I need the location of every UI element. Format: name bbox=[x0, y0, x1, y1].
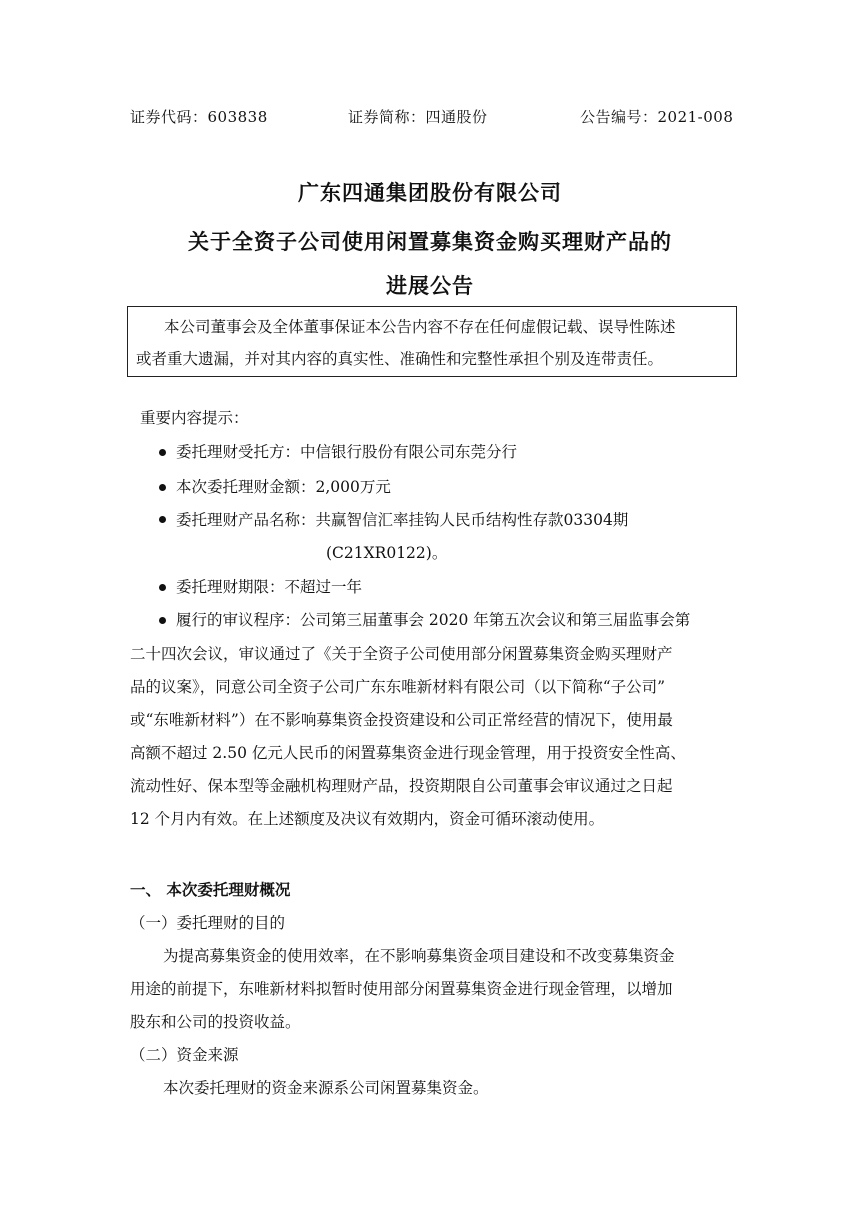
procedure-line: 12 个月内有效。在上述额度及决议有效期内，资金可循环滚动使用。 bbox=[130, 810, 605, 828]
paragraph-line: 用途的前提下，东唯新材料拟暂时使用部分闲置募集资金进行现金管理，以增加 bbox=[130, 980, 673, 998]
procedure-line: 履行的审议程序：公司第三届董事会 2020 年第五次会议和第三届监事会第 bbox=[176, 611, 691, 629]
bullet-icon bbox=[159, 516, 166, 523]
bullet-icon bbox=[159, 449, 166, 456]
highlight-amount: 本次委托理财金额：2,000万元 bbox=[176, 478, 391, 496]
paragraph-line: 股东和公司的投资收益。 bbox=[130, 1013, 301, 1031]
procedure-line: 高额不超过 2.50 亿元人民币的闲置募集资金进行现金管理，用于投资安全性高、 bbox=[130, 744, 686, 762]
procedure-line: 二十四次会议，审议通过了《关于全资子公司使用部分闲置募集资金购买理财产 bbox=[130, 645, 673, 663]
announcement-title: 关于全资子公司使用闲置募集资金购买理财产品的 bbox=[188, 229, 672, 254]
announcement-title-cont: 进展公告 bbox=[386, 273, 474, 298]
board-statement-box bbox=[127, 306, 737, 377]
bullet-icon bbox=[159, 617, 166, 624]
paragraph-line: 为提高募集资金的使用效率，在不影响募集资金项目建设和不改变募集资金 bbox=[163, 947, 675, 965]
subsection-heading: （二）资金来源 bbox=[130, 1046, 239, 1064]
bullet-icon bbox=[159, 584, 166, 591]
stock-short-name: 证券简称：四通股份 bbox=[348, 108, 488, 126]
procedure-line: 品的议案》，同意公司全资子公司广东东唯新材料有限公司（以下简称“子公司” bbox=[130, 678, 666, 696]
notice-number: 公告编号：2021-008 bbox=[580, 108, 734, 126]
procedure-line: 流动性好、保本型等金融机构理财产品，投资期限自公司董事会审议通过之日起 bbox=[130, 777, 673, 795]
highlight-trustee: 委托理财受托方：中信银行股份有限公司东莞分行 bbox=[176, 443, 518, 461]
paragraph-line: 本次委托理财的资金来源系公司闲置募集资金。 bbox=[163, 1079, 489, 1097]
subsection-heading: （一）委托理财的目的 bbox=[130, 914, 286, 932]
highlights-heading: 重要内容提示： bbox=[140, 409, 249, 427]
company-title: 广东四通集团股份有限公司 bbox=[298, 180, 562, 205]
statement-line: 或者重大遗漏，并对其内容的真实性、准确性和完整性承担个别及连带责任。 bbox=[136, 350, 664, 368]
procedure-line: 或“东唯新材料”）在不影响募集资金投资建设和公司正常经营的情况下，使用最 bbox=[130, 711, 673, 729]
section-heading: 一、 本次委托理财概况 bbox=[130, 880, 291, 899]
highlight-term: 委托理财期限：不超过一年 bbox=[176, 578, 363, 596]
statement-line: 本公司董事会及全体董事保证本公告内容不存在任何虚假记载、误导性陈述 bbox=[164, 318, 676, 336]
stock-code: 证券代码：603838 bbox=[130, 108, 268, 126]
highlight-product-code: (C21XR0122)。 bbox=[326, 544, 448, 562]
highlight-product: 委托理财产品名称：共赢智信汇率挂钩人民币结构性存款03304期 bbox=[176, 511, 629, 529]
bullet-icon bbox=[159, 484, 166, 491]
